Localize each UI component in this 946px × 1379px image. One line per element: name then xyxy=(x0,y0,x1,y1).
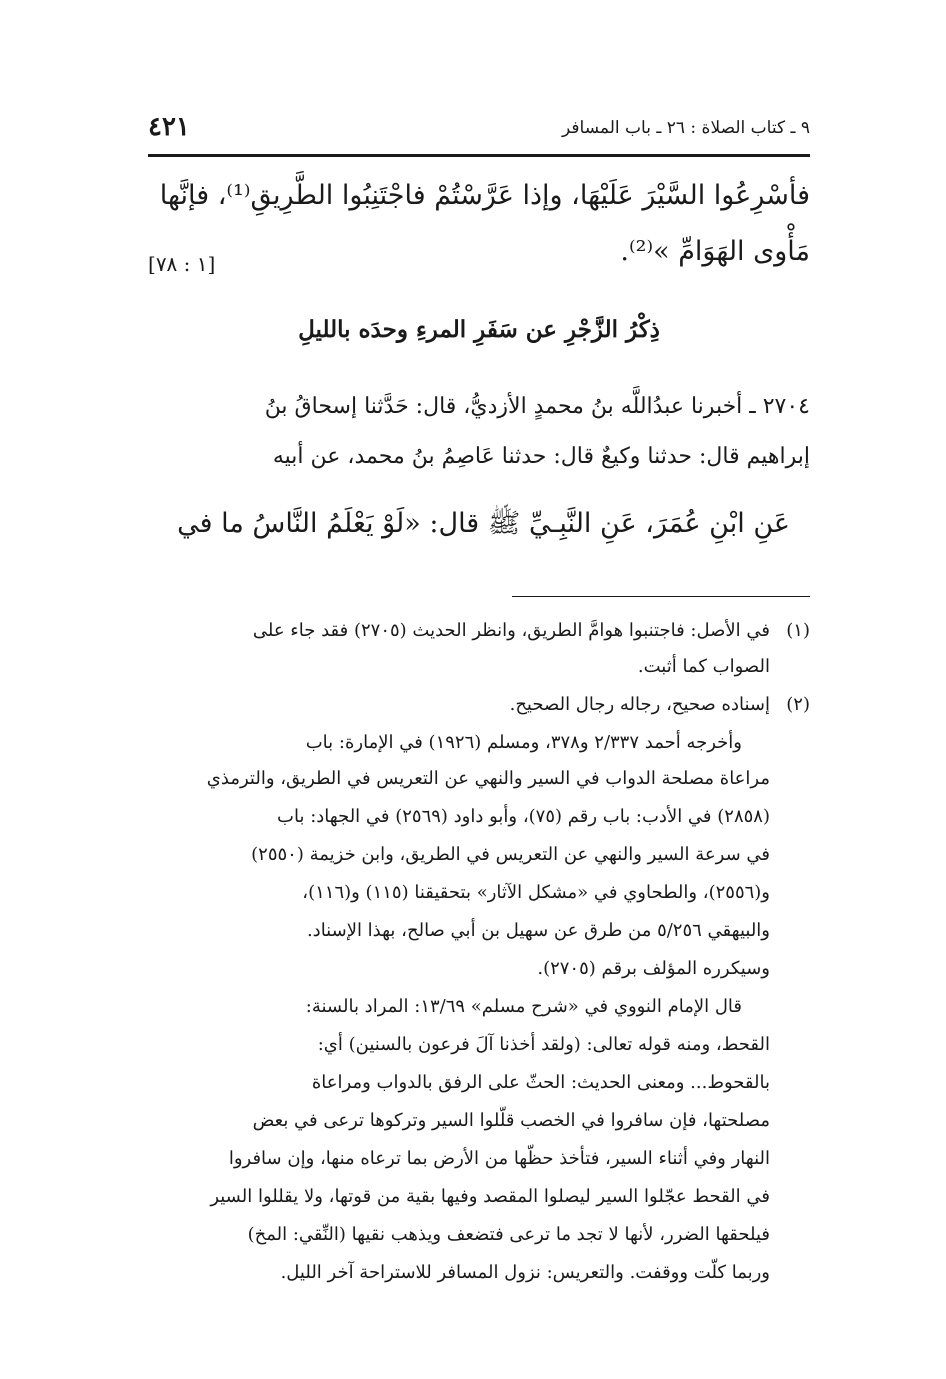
footnote-2-para-1-line-2: مراعاة مصلحة الدواب في السير والنهي عن التعريس في الطريق، والترمذي xyxy=(206,768,770,789)
footnote-2-para-2-line-2: القحط، ومنه قوله تعالى: (ولقد أخذنا آلَ فرعون بالسنين) أي: xyxy=(317,1034,770,1055)
footnote-2-text: إسناده صحيح، رجاله رجال الصحيح. xyxy=(509,694,770,715)
body-line-2: مَأْوى الهَوَامِّ »⁽²⁾. xyxy=(620,236,810,267)
footnote-1-text: في الأصل: فاجتنبوا هوامَّ الطريق، وانظر الحديث (٢٧٠٥) فقد جاء على xyxy=(252,620,770,641)
footnote-rule xyxy=(512,596,810,597)
page-number: ٤٢١ xyxy=(148,112,190,142)
footnote-2-number: (٢) xyxy=(786,694,810,715)
footnote-2-para-1-line-4: في سرعة السير والنهي عن التعريس في الطريق، وابن خزيمة (٢٥٥٠) xyxy=(251,844,770,865)
hadith-line-2: إبراهيم قال: حدثنا وكيعٌ قال: حدثنا عَاصِمُ بنُ محمد، عن أبيه xyxy=(272,444,810,469)
reference-bracket: [١ : ٧٨] xyxy=(148,252,216,276)
footnote-2-para-1-line-1: وأخرجه أحمد ٢/٣٣٧ و٣٧٨، ومسلم (١٩٢٦) في الإمارة: باب xyxy=(305,732,742,753)
footnote-1-line-2: الصواب كما أثبت. xyxy=(637,656,770,677)
footnote-2-para-2-line-4: مصلحتها، فإن سافروا في الخصب قلّلوا السير وتركوها ترعى في بعض xyxy=(252,1110,770,1131)
footnote-2-para-2-line-5: النهار وفي أثناء السير، فتأخذ حظّها من الأرض بما ترعاه منها، وإن سافروا xyxy=(228,1148,770,1169)
body-line-1: فأسْرِعُوا السَّيْرَ عَلَيْهَا، وإذا عَرَّسْتُمْ فاجْتَنِبُوا الطَّرِيقِ⁽¹⁾، فإنَّها xyxy=(159,180,810,211)
hadith-line-3: عَنِ ابْنِ عُمَرَ، عَنِ النَّبِـيِّ ﷺ قال: «لَوْ يَعْلَمُ النَّاسُ ما في xyxy=(177,508,790,539)
footnote-2-para-2-line-7: فيلحقها الضرر، لأنها لا تجد ما ترعى فتضعف ويذهب نقيها (النِّقي: المخ) xyxy=(247,1224,770,1245)
section-title: ذِكْرُ الزَّجْرِ عن سَفَرِ المرءِ وحدَه بالليلِ xyxy=(298,316,660,343)
footnote-2-para-1-line-3: (٢٨٥٨) في الأدب: باب رقم (٧٥)، وأبو داود (٢٥٦٩) في الجهاد: باب xyxy=(277,806,770,827)
footnote-1-line-1 xyxy=(253,620,810,641)
footnote-2-para-2-line-6: في القحط عجّلوا السير ليصلوا المقصد وفيها بقية من قوتها، ولا يقللوا السير xyxy=(210,1186,770,1207)
footnote-2-para-1-line-5: و(٢٥٥٦)، والطحاوي في «مشكل الآثار» بتحقيقنا (١١٥) و(١١٦)، xyxy=(302,882,770,903)
page-header xyxy=(148,112,810,152)
footnote-2-para-1-line-6: والبيهقي ٥/٢٥٦ من طرق عن سهيل بن أبي صالح، بهذا الإسناد. xyxy=(306,920,770,941)
footnote-2-para-2-line-8: وربما كلّت ووقفت. والتعريس: نزول المسافر للاستراحة آخر الليل. xyxy=(280,1262,770,1283)
footnote-1-number: (١) xyxy=(786,620,810,641)
footnote-2-para-2-line-1: قال الإمام النووي في «شرح مسلم» ١٣/٦٩: المراد بالسنة: xyxy=(305,996,742,1017)
running-title: ٩ ـ كتاب الصلاة : ٢٦ ـ باب المسافر xyxy=(562,118,810,138)
footnote-2-para-2-line-3: بالقحوط... ومعنى الحديث: الحثّ على الرفق بالدواب ومراعاة xyxy=(311,1072,770,1093)
header-rule xyxy=(148,154,810,157)
footnote-2-line-1 xyxy=(510,694,810,715)
footnote-2-para-1-line-7: وسيكرره المؤلف برقم (٢٧٠٥). xyxy=(537,958,770,979)
hadith-line-1: ٢٧٠٤ ـ أخبرنا عبدُاللَّه بنُ محمدٍ الأزديُّ، قال: حَدَّثنا إسحاقُ بنُ xyxy=(264,394,810,419)
